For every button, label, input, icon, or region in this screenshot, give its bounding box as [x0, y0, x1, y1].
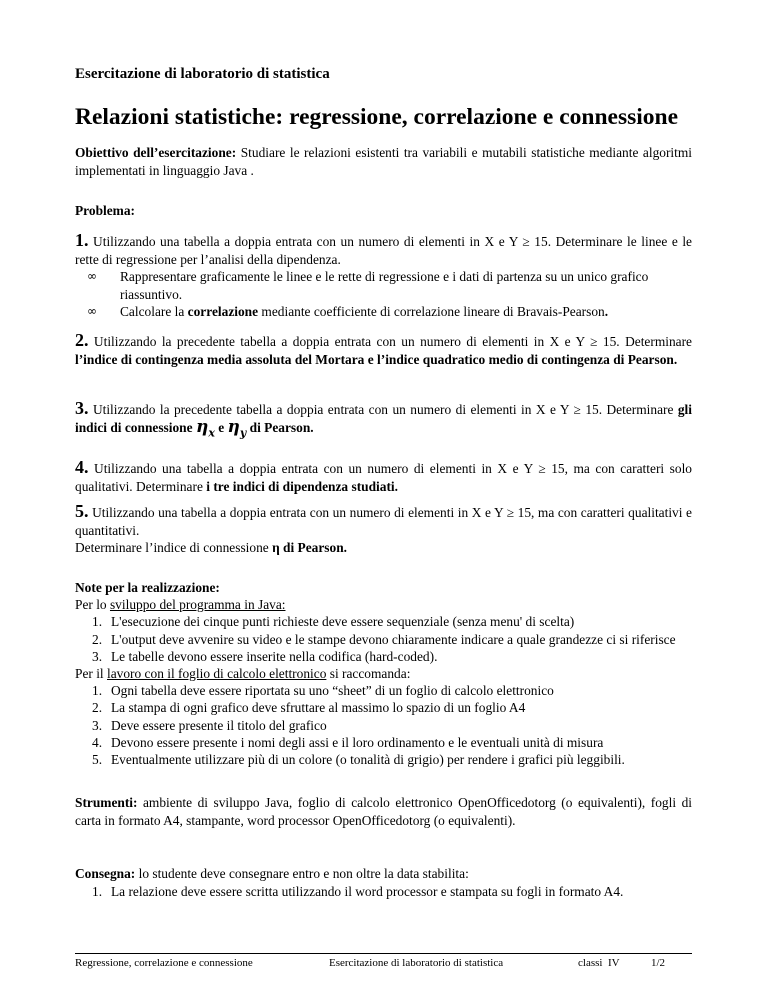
item-text: Utilizzando una tabella a doppia entrata con un numero di elementi in X e Y ≥ 15, ma con caratteri solo qualitativi. Determinare [75, 461, 692, 494]
list-item: 2. L'output deve avvenire su video e le stampe devono chiaramente indicare a quale grandezze ci si riferisce [92, 631, 676, 647]
notes-text: Per lo [75, 597, 110, 613]
problem-item-2 [75, 332, 692, 368]
footer-center: Esercitazione di laboratorio di statistica [329, 957, 504, 969]
item-text: Utilizzando una tabella a doppia entrata con un numero di elementi in X e Y ≥ 15, ma con caratteri qualitativi e quantitativi. [75, 505, 692, 538]
item-text: Utilizzando la precedente tabella a doppia entrata con un numero di elementi in X e Y ≥ 15. Determinare [88, 334, 692, 349]
list-item: 3. Deve essere presente il titolo del grafico [92, 717, 327, 733]
list-item [75, 268, 692, 303]
tools-text: ambiente di sviluppo Java, foglio di calcolo elettronico OpenOfficedotorg (o equivalenti), fogli di carta in formato A4, stampante, word processor OpenOfficedotorg (o equivalenti). [75, 795, 692, 828]
list-item: 3. Le tabelle devono essere inserite nella codifica (hard-coded). [92, 648, 438, 664]
list-item [75, 303, 692, 321]
footer-divider [75, 953, 692, 954]
delivery-list [75, 883, 692, 901]
item-number: 1. [75, 230, 89, 250]
delivery-label: Consegna: [75, 866, 136, 881]
objective-text: Studiare le relazioni esistenti tra variabili e mutabili statistiche mediante algoritmi implementati in linguaggio Java . [75, 145, 692, 178]
spreadsheet-list [75, 682, 692, 768]
item-number: 2. [75, 330, 89, 350]
eta-glyph: η [195, 416, 209, 437]
bullet-text: Rappresentare graficamente le linee e le rette di regressione e i dati di partenza su un unico grafico riassuntivo. [120, 269, 649, 302]
bullet-end: . [604, 304, 609, 319]
tools-label: Strumenti: [75, 795, 138, 810]
notes-text: si raccomanda: [326, 666, 411, 682]
item-text: Utilizzando una tabella a doppia entrata con un numero di elementi in X e Y ≥ 15. Determinare le linee e le rette di regressione per l’analisi della dipendenza. [75, 234, 692, 267]
item-bold: di Pearson. [246, 419, 314, 435]
bullet-text: mediante coefficiente di correlazione lineare di Bravais-Pearson [258, 304, 605, 319]
item-bold: η di Pearson. [272, 540, 348, 555]
item-number: 5. [75, 501, 89, 521]
notes-underlined: lavoro con il foglio di calcolo elettronico [107, 666, 327, 682]
list-item: 2. La stampa di ogni grafico deve sfruttare al massimo lo spazio di un foglio A4 [92, 700, 526, 716]
objective-paragraph [75, 144, 692, 179]
notes-section [75, 579, 692, 768]
item-bold: i tre indici di dipendenza studiati. [206, 478, 398, 494]
tools-paragraph [75, 794, 692, 829]
footer-page-number: 1/2 [651, 957, 666, 969]
problem-item-1 [75, 232, 692, 321]
notes-underlined: sviluppo del programma in Java: [109, 597, 286, 613]
infinity-bullet-icon: ∞ [87, 304, 97, 318]
list-item: 1. La relazione deve essere scritta utilizzando il word processor e stampata su fogli in formato A4. [92, 883, 624, 899]
item-bold: l’indice di contingenza media assoluta del Mortara e l’indice quadratico medio di contingenza di Pearson. [75, 351, 678, 367]
bullet-list [75, 268, 692, 321]
java-list [75, 613, 692, 665]
notes-label: Note per la realizzazione: [75, 580, 220, 595]
item-text: Determinare l’indice di connessione [75, 540, 273, 555]
objective-label: Obiettivo dell’esercitazione: [75, 145, 237, 160]
page-title: Relazioni statistiche: regressione, correlazione e connessione [75, 104, 679, 130]
problem-item-3 [75, 400, 692, 441]
eta-glyph: η [227, 416, 240, 437]
eta-x-symbol [196, 417, 215, 437]
eta-subscript: x [208, 425, 215, 439]
footer-class: classi IV [578, 957, 620, 969]
list-item: 1. Ogni tabella deve essere riportata su uno “sheet” di un foglio di calcolo elettronico [92, 683, 554, 699]
item-number: 4. [75, 457, 89, 477]
delivery-text: lo studente deve consegnare entro e non oltre la data stabilita: [135, 866, 469, 881]
header-title: Esercitazione di laboratorio di statistica [75, 66, 330, 82]
item-number: 3. [75, 398, 89, 418]
bullet-bold: correlazione [187, 304, 259, 319]
list-item: 1. L'esecuzione dei cinque punti richieste deve essere sequenziale (senza menu' di scelta) [92, 614, 575, 630]
footer-left: Regressione, correlazione e connessione [75, 957, 253, 969]
list-item: 5. Eventualmente utilizzare più di un colore (o tonalità di grigio) per rendere i grafici più leggibili. [92, 752, 625, 768]
item-bold: gli indici di connessione [75, 402, 692, 435]
delivery-section [75, 865, 692, 900]
notes-text: Per il [75, 666, 107, 682]
infinity-bullet-icon: ∞ [87, 269, 97, 283]
item-text: Utilizzando la precedente tabella a doppia entrata con un numero di elementi in X e Y ≥ 15. Determinare [88, 402, 678, 417]
item-bold: e [214, 419, 228, 435]
eta-y-symbol [228, 417, 247, 437]
problem-item-5 [75, 503, 692, 557]
list-item: 4. Devono essere presente i nomi degli assi e il loro ordinamento e le eventuali unità di misura [92, 734, 604, 750]
problem-label: Problema: [75, 203, 135, 218]
problem-item-4 [75, 459, 692, 495]
eta-subscript: y [239, 425, 247, 439]
bullet-text: Calcolare la [120, 304, 188, 319]
